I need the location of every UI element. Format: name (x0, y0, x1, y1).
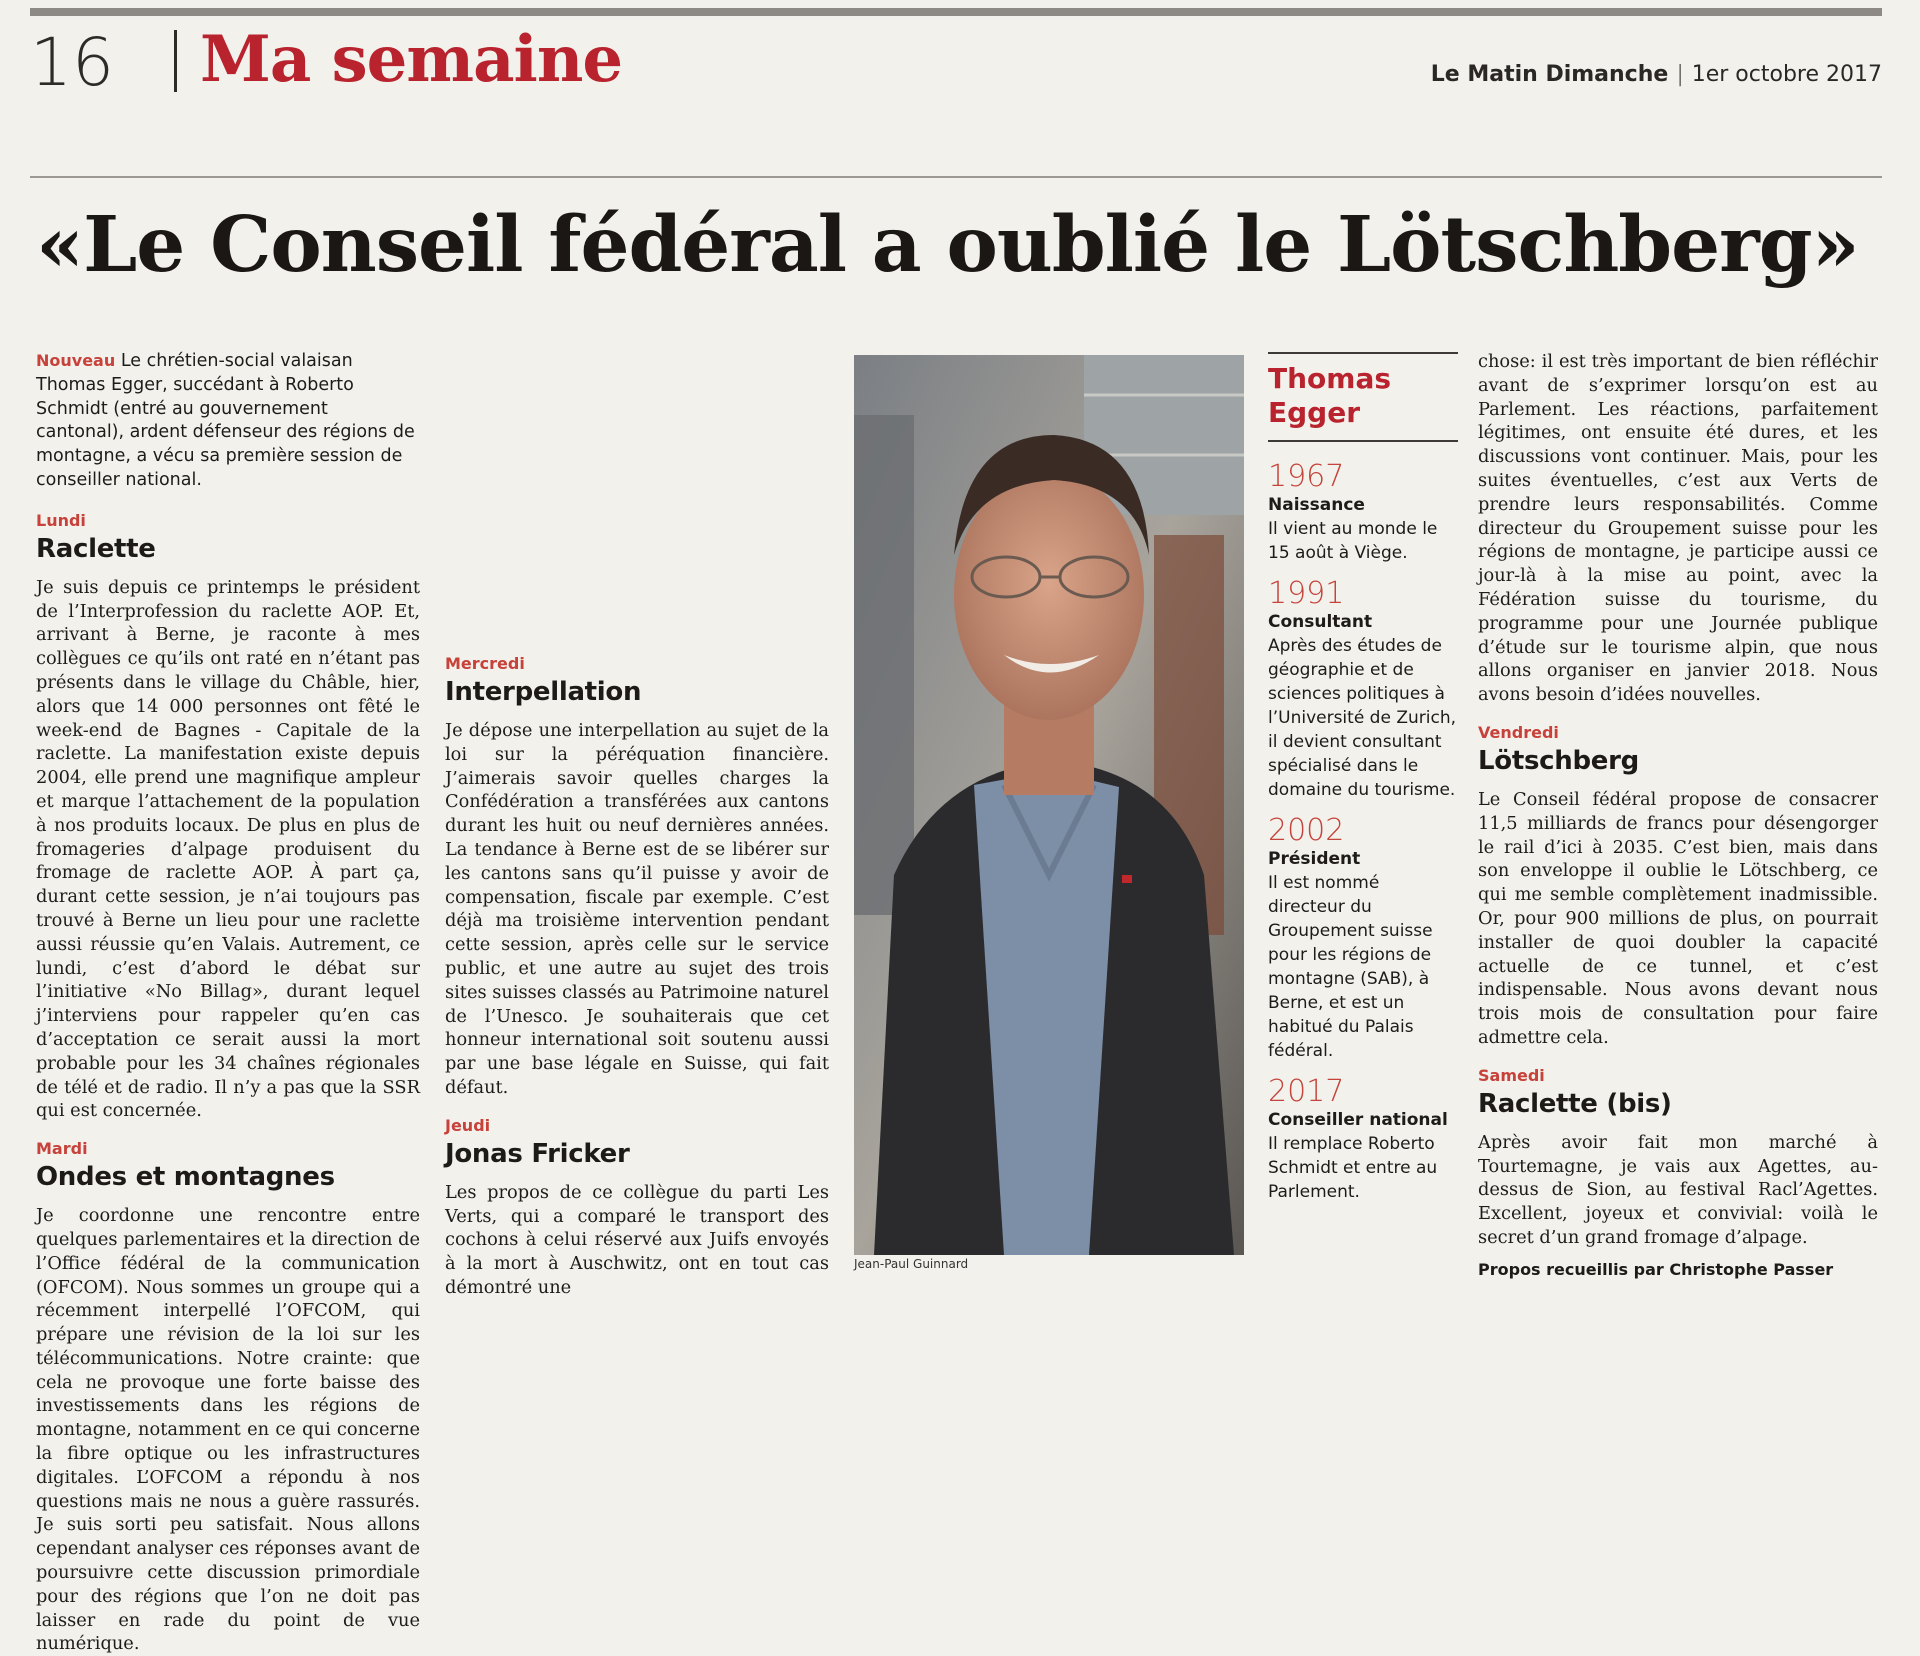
portrait-illustration (854, 355, 1244, 1255)
article-lead (36, 350, 420, 493)
bio-text: Il remplace Roberto Schmidt et entre au Parlement. (1268, 1134, 1438, 1202)
day-kicker-lundi: Lundi (36, 510, 86, 530)
day-text-jeudi-b: chose: il est très important de bien réfléchir avant de s’exprimer lorsqu’on est au Parlement. Les réactions, parfaitement légitimes, ont ensuite été dures, et les discussions vont continuer. Mais, pour les suites éventuelles, c’est aux Verts de prendre leurs responsabilités. Comme directeur du Groupement suisse pour les régions de montagne, je participe aussi ce jour-là à la mise au point, avec la Fédération suisse du tourisme, du programme pour une Journée publique d’étude sur le tourisme alpin, que nous allons organiser en janvier 2018. Nous avons besoin d’idées nouvelles. (1478, 351, 1878, 706)
day-title-vendredi: Lötschberg (1478, 745, 1639, 776)
bio-entry (1268, 814, 1458, 1063)
day-title-mardi: Ondes et montagnes (36, 1162, 335, 1193)
issue-date: 1er octobre 2017 (1691, 62, 1882, 87)
bio-title: Naissance (1268, 495, 1365, 515)
day-kicker-mercredi: Mercredi (445, 654, 525, 673)
section-title: Ma semaine (200, 22, 623, 97)
bio-text: Il est nommé directeur du Groupement suisse pour les régions de montagne (SAB), à Berne, et est un habitué du Palais fédéral. (1268, 873, 1433, 1061)
article-column-1 (36, 350, 420, 1655)
day-title-jeudi: Jonas Fricker (445, 1138, 630, 1169)
day-title-lundi: Raclette (36, 533, 156, 564)
day-kicker-vendredi: Vendredi (1478, 722, 1559, 742)
day-text-samedi: Après avoir fait mon marché à Tourtemagne, je vais aux Agettes, au-dessus de Sion, au festival Racl’Agettes. Excellent, joyeux et convivial: voilà le secret d’un grand fromage d’alpage. (1478, 1131, 1878, 1248)
bio-year: 1967 (1268, 459, 1345, 494)
publication-name: Le Matin Dimanche (1430, 62, 1669, 87)
bio-name: Thomas Egger (1268, 362, 1392, 429)
bio-title: Président (1268, 849, 1361, 869)
article-column-4 (1478, 350, 1878, 1279)
bio-name-rule (1268, 440, 1458, 442)
bio-box (1268, 352, 1458, 1216)
header-separator (174, 30, 177, 92)
bio-entry (1268, 460, 1458, 565)
bio-year: 1991 (1268, 576, 1345, 611)
bio-text: Après des études de géographie et de sciences politiques à l’Université de Zurich, il devient consultant spécialisé dans le domaine du tourisme. (1268, 636, 1456, 800)
article-headline: «Le Conseil fédéral a oublié le Lötschberg» (36, 200, 1859, 290)
article-column-2 (445, 352, 829, 1310)
bio-entry (1268, 1075, 1458, 1204)
bio-entry (1268, 577, 1458, 802)
day-title-mercredi: Interpellation (445, 677, 642, 707)
portrait-photo (854, 355, 1244, 1255)
day-title-samedi: Raclette (bis) (1478, 1088, 1672, 1119)
header-rule (30, 176, 1882, 178)
masthead-divider: | (1676, 62, 1684, 87)
bio-title: Conseiller national (1268, 1110, 1448, 1130)
top-rule (30, 8, 1882, 16)
bio-title: Consultant (1268, 612, 1373, 632)
lead-text: Le chrétien-social valaisan Thomas Egger, succédant à Roberto Schmidt (entré au gouvernement cantonal), ardent défenseur des régions de montagne, a vécu sa première session de conseiller national. (36, 351, 415, 490)
day-text-vendredi: Le Conseil fédéral propose de consacrer 11,5 milliards de francs pour désengorger le rail d’ici à 2035. C’est bien, mais dans son enveloppe il oublie le Lötschberg, ce qui me semble complètement inadmissible. Or, pour 900 millions de plus, on pourrait installer de quoi doubler la capacité actuelle de ce tunnel, et c’est indispensable. Nous avons devant nous trois mois de consultation pour faire admettre cela. (1478, 788, 1878, 1048)
bio-text: Il vient au monde le 15 août à Viège. (1268, 519, 1438, 563)
lead-kicker: Nouveau (36, 351, 116, 370)
day-kicker-jeudi: Jeudi (445, 1115, 491, 1135)
photo-credit: Jean-Paul Guinnard (854, 1257, 969, 1271)
bio-top-rule (1268, 352, 1458, 354)
byline: Propos recueillis par Christophe Passer (1478, 1259, 1834, 1279)
day-kicker-mardi: Mardi (36, 1139, 88, 1159)
day-text-mardi: Je coordonne une rencontre entre quelques parlementaires et la direction de l’Office fédéral de la communication (OFCOM). Nous sommes un groupe qui a récemment interpellé l’OFCOM, qui prépare une révision de la loi sur les télécommunications. Notre crainte: que cela ne provoque une forte baisse des investissements dans les régions de montagne, notamment en ce qui concerne la fibre optique ou les infrastructures digitales. L’OFCOM a répondu à nos questions mais ne nous a guère rassurés. Je suis sorti peu satisfait. Nous allons cependant analyser ces réponses avant de poursuivre cette discussion primordiale pour des régions que l’on ne doit pas laisser en rade du point de vue numérique. (36, 1205, 420, 1655)
day-kicker-samedi: Samedi (1478, 1065, 1545, 1085)
bio-year: 2002 (1268, 813, 1345, 848)
bio-year: 2017 (1268, 1074, 1345, 1109)
day-text-jeudi-a: Les propos de ce collègue du parti Les Verts, qui a comparé le transport des cochons à celui réservé aux Juifs envoyés à la mort à Auschwitz, ont en tout cas démontré une (445, 1181, 829, 1298)
page-number: 16 (30, 24, 114, 101)
day-text-lundi: Je suis depuis ce printemps le président de l’Interprofession du raclette AOP. Et, arrivant à Berne, je raconte à mes collègues ce qu’ils ont raté en n’étant pas présents dans le village du Châble, hier, alors que 14 000 personnes ont fêté le week-end de Bagnes - Capitale de la raclette. La manifestation existe depuis 2004, elle prend une magnifique ampleur et marque l’attachement de la population à nos produits locaux. De plus en plus de fromageries d’alpage produisent du fromage de raclette AOP. À part ça, durant cette session, je n’ai toujours pas trouvé à Berne un lieu pour une raclette aussi réussie qu’en Valais. Autrement, ce lundi, c’est d’abord le débat sur l’initiative «No Billag», durant lequel j’interviens pour rappeler qu’en cas d’acceptation ce serait aussi la mort probable pour les 34 chaînes régionales de télé et de radio. Il n’y a pas que la SSR qui est concernée. (36, 576, 420, 1122)
day-text-mercredi: Je dépose une interpellation au sujet de la loi sur la péréquation financière. J’aimerais savoir quelles charges la Confédération a transférées aux cantons durant les huit ou neuf dernières années. La tendance à Berne est de se libérer sur les cantons sans qu’il puisse y avoir de compensation, fiscale par exemple. C’est déjà ma troisième intervention pendant cette session, après celle sur le service public, et une autre au sujet des trois sites suisses classés au Patrimoine naturel de l’Unesco. Je souhaiterais que cet honneur international soit soutenu aussi par une base légale en Suisse, qui fait défaut. (445, 720, 829, 1098)
masthead (1431, 62, 1882, 87)
